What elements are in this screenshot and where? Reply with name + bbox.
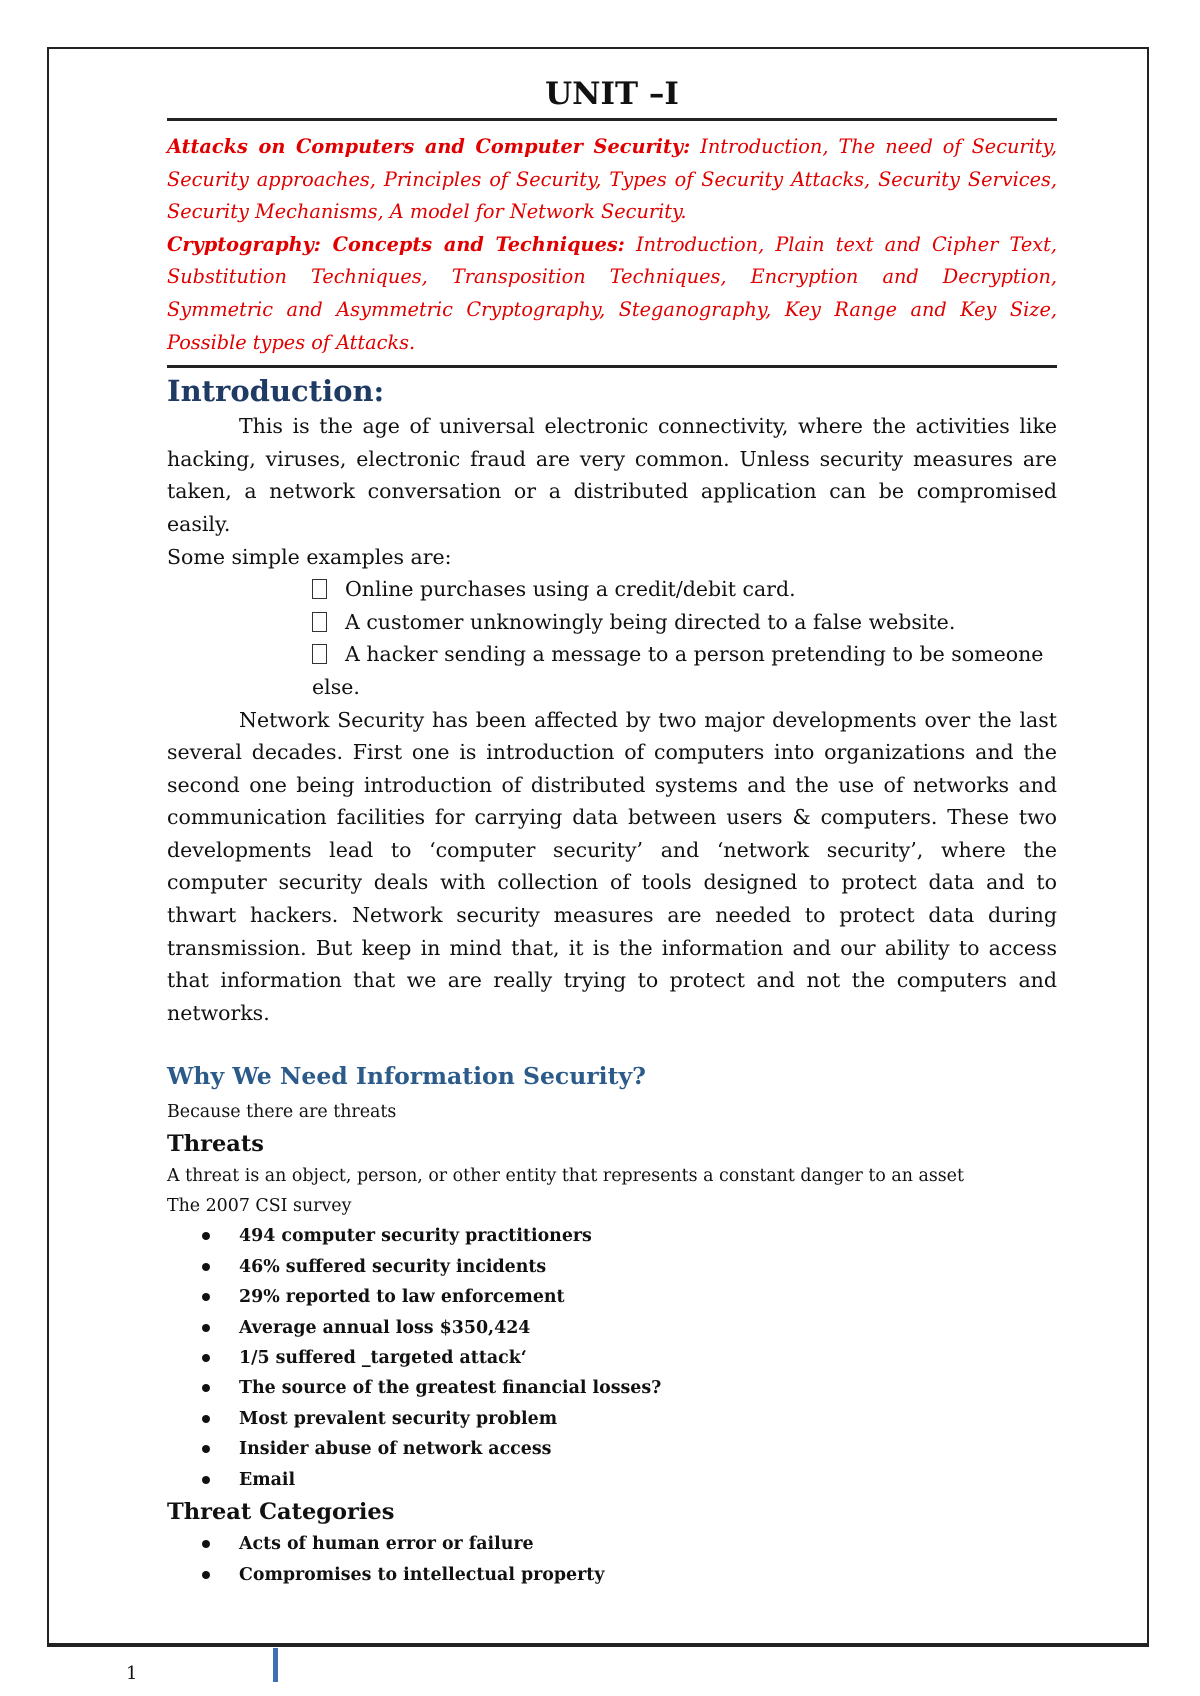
list-item: 46% suffered security incidents [202, 1252, 1057, 1282]
bullet-icon [202, 1354, 210, 1362]
categories-list [167, 1529, 1057, 1590]
list-item: Compromises to intellectual property [202, 1560, 1057, 1590]
survey-label: The 2007 CSI survey [167, 1196, 352, 1217]
checkbox-glyph-icon [312, 612, 327, 632]
bullet-icon [202, 1324, 210, 1332]
document-content [167, 70, 1057, 1590]
introduction-paragraph-2: Network Security has been affected by two major developments over the last several decades. First one is introduction of computers into organizations and the second one being introduction of distributed systems and the use of networks and communication facilities for carrying data between users & computers. These two developments lead to ‘computer security’ and ‘network security’, where the computer security deals with collection of tools designed to protect data and to thwart hackers. Network security measures are needed to protect data during transmission. But keep in mind that, it is the information and our ability to access that information that we are really trying to protect and not the computers and networks. [167, 707, 1057, 1025]
bullet-icon [202, 1293, 210, 1301]
bullet-icon [202, 1415, 210, 1423]
examples-label: Some simple examples are: [167, 544, 452, 569]
list-item: Online purchases using a credit/debit card. [312, 573, 1057, 606]
footer-rule [47, 1645, 1149, 1647]
list-item: 29% reported to law enforcement [202, 1282, 1057, 1312]
introduction-paragraph-1: This is the age of universal electronic connectivity, where the activities like hacking, viruses, electronic fraud are very common. Unless security measures are taken, a network conversation or a distributed application can be compromised easily. [167, 414, 1057, 536]
checkbox-glyph-icon [312, 579, 327, 599]
checkbox-glyph-icon [312, 644, 327, 664]
syllabus-block [167, 131, 1057, 359]
examples-list [167, 573, 1057, 703]
bullet-icon [202, 1263, 210, 1271]
why-heading: Why We Need Information Security? [167, 1062, 646, 1091]
threats-heading: Threats [167, 1131, 264, 1158]
list-item: 494 computer security practitioners [202, 1221, 1057, 1251]
syllabus-section2-label: Cryptography: Concepts and Techniques: [167, 232, 625, 256]
bullet-icon [202, 1476, 210, 1484]
threat-definition: A threat is an object, person, or other entity that represents a constant danger to an asset [167, 1166, 964, 1187]
bullet-icon [202, 1571, 210, 1579]
title-rule [167, 118, 1057, 121]
list-item: Email [202, 1465, 1057, 1495]
list-item: The source of the greatest financial losses? [202, 1373, 1057, 1403]
list-item: A hacker sending a message to a person pretending to be someone else. [312, 642, 1044, 699]
syllabus-section1-text: Introduction, The need of Security, Security approaches, Principles of Security, Types of Security Attacks, Security Services, Security Mechanisms, A model for Network Security. [167, 135, 1058, 224]
bullet-icon [202, 1445, 210, 1453]
threat-categories-heading: Threat Categories [167, 1499, 395, 1526]
list-item: A customer unknowingly being directed to a false website. [312, 606, 1057, 639]
footer-accent-bar [273, 1648, 278, 1682]
list-item: Average annual loss $350,424 [202, 1313, 1057, 1343]
list-item: Most prevalent security problem [202, 1404, 1057, 1434]
syllabus-section2-text: Introduction, Plain text and Cipher Text, Substitution Techniques, Transposition Techniques, Encryption and Decryption, Symmetric and Asymmetric Cryptography, Steganography, Key Range and Key Size, Possible types of Attacks. [167, 232, 1057, 354]
bullet-icon [202, 1232, 210, 1240]
introduction-heading: Introduction: [167, 374, 385, 409]
why-subtext: Because there are threats [167, 1102, 397, 1123]
survey-list [167, 1221, 1057, 1495]
list-item: Acts of human error or failure [202, 1529, 1057, 1559]
page-number: 1 [126, 1663, 138, 1684]
syllabus-section1-label: Attacks on Computers and Computer Security: [167, 135, 691, 158]
list-item: Insider abuse of network access [202, 1434, 1057, 1464]
bullet-icon [202, 1384, 210, 1392]
bullet-icon [202, 1540, 210, 1548]
syllabus-rule [167, 365, 1057, 368]
list-item: 1/5 suffered _targeted attack‘ [202, 1343, 1057, 1373]
unit-title: UNIT –I [545, 76, 679, 112]
